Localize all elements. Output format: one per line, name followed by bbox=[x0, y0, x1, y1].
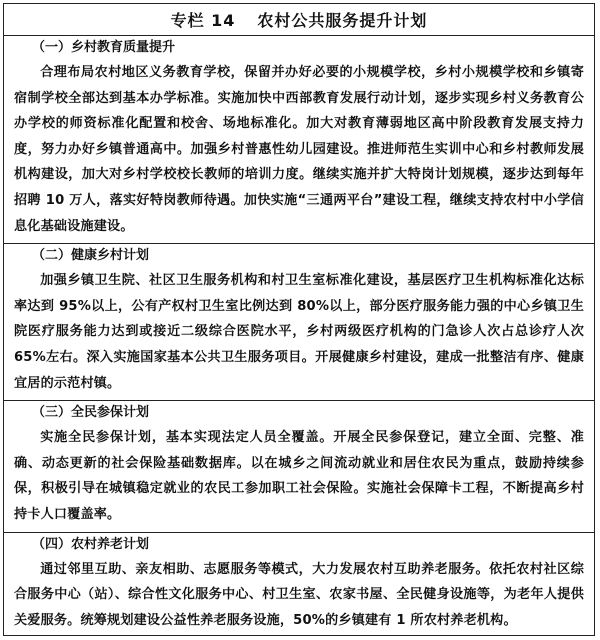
section-elderly-care bbox=[4, 533, 594, 637]
section-heading: （三）全民参保计划 bbox=[32, 405, 150, 421]
section-body: 合理布局农村地区义务教育学校，保留并办好必要的小规模学校，乡村小规模学校和乡镇寄宿制学校全部达到基本办学标准。实施加快中西部教育发展行动计划，逐步实现乡村义务教育公办学校的师资标准化配置和校舍、场地标准化。加大对教育薄弱地区高中阶段教育发展支持力度，努力办好乡镇普通高中。加强乡村普惠性幼儿园建设。推进师范生实训中心和乡村教师发展机构建设，加大对乡村学校校长教师的培训力度。继续实施并扩大特岗计划规模，逐步达到每年招聘 10 万人，落实好特岗教师待遇。加快实施“三通两平台”建设工程，继续支持农村中小学信息化基础设施建设。 bbox=[14, 65, 584, 234]
section-education bbox=[4, 36, 594, 244]
section-health bbox=[4, 244, 594, 401]
feature-box bbox=[3, 3, 595, 636]
section-heading: （四）农村养老计划 bbox=[32, 536, 150, 552]
section-heading: （二）健康乡村计划 bbox=[32, 248, 150, 264]
box-title: 农村公共服务提升计划 bbox=[257, 11, 428, 30]
section-insurance bbox=[4, 401, 594, 532]
section-body: 加强乡镇卫生院、社区卫生服务机构和村卫生室标准化建设，基层医疗卫生机构标准化达标率达到 95%以上，公有产权村卫生室比例达到 80%以上，部分医疗服务能力强的中心乡镇卫生院医疗服务能力达到或接近二级综合医院水平，乡村两级医疗机构的门急诊人次占总诊疗人次 65%左右。深入实施国家基本公共卫生服务项目。开展健康乡村建设，建成一批整洁有序、健康宜居的示范村镇。 bbox=[14, 273, 584, 391]
box-label: 专栏 14 bbox=[170, 11, 236, 30]
section-body: 实施全民参保计划，基本实现法定人员全覆盖。开展全民参保登记，建立全面、完整、准确、动态更新的社会保险基础数据库。以在城乡之间流动就业和居住农民为重点，鼓励持续参保，积极引导在城镇稳定就业的农民工参加职工社会保险。实施社会保障卡工程，不断提高乡村持卡人口覆盖率。 bbox=[14, 430, 584, 522]
section-heading: （一）乡村教育质量提升 bbox=[32, 40, 176, 55]
section-body: 通过邻里互助、亲友相助、志愿服务等模式，大力发展农村互助养老服务。依托农村社区综合服务中心（站）、综合性文化服务中心、村卫生室、农家书屋、全民健身设施等，为老年人提供关爱服务。统筹规划建设公益性养老服务设施，50%的乡镇建有 1 所农村养老机构。 bbox=[14, 561, 584, 628]
box-title-bar bbox=[4, 4, 594, 36]
